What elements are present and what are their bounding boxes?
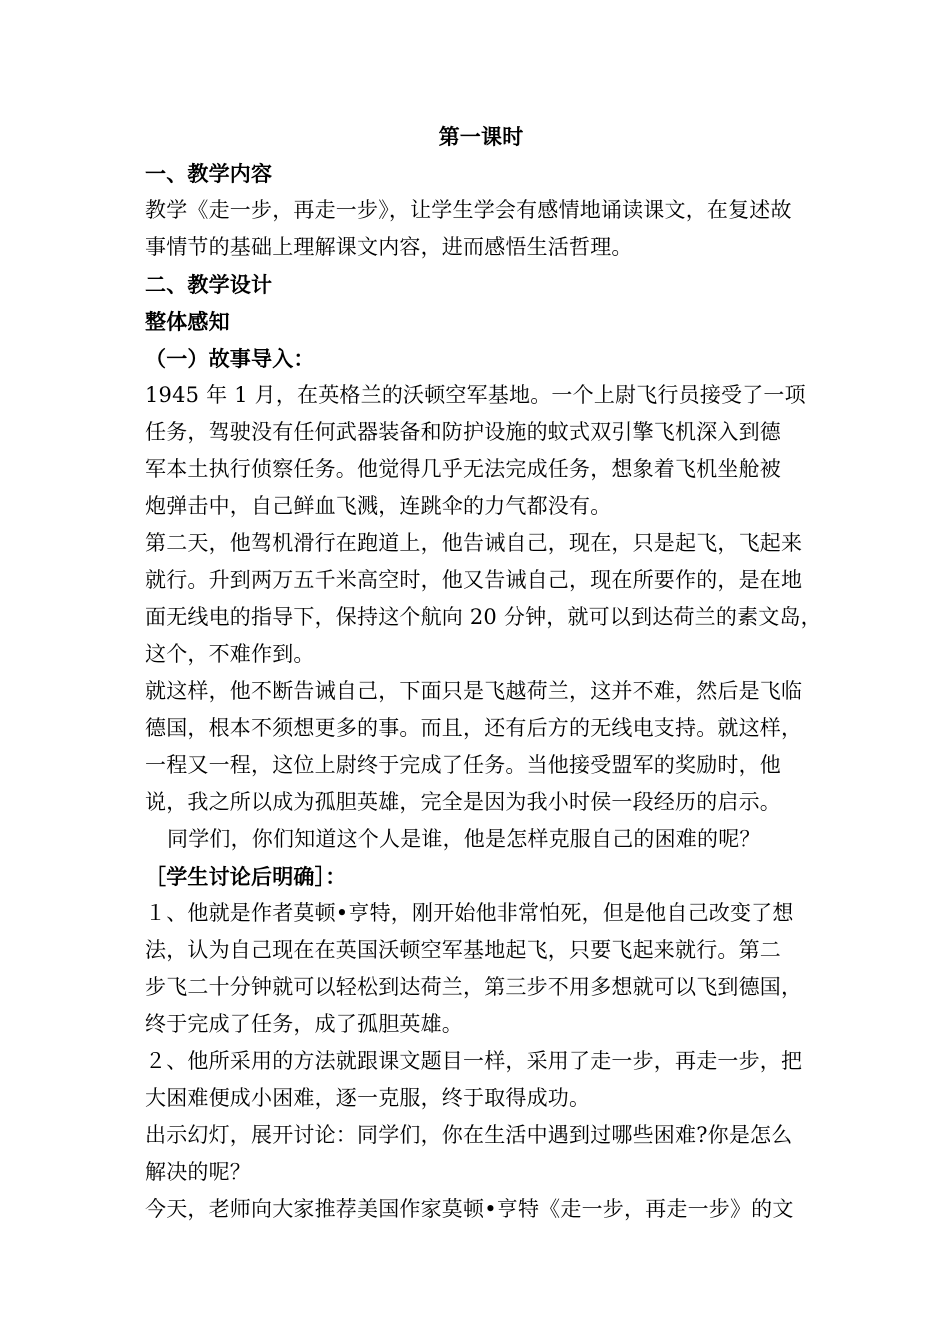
- story-line: 炮弹击中，自己鲜血飞溅，连跳伞的力气都没有。: [145, 494, 612, 518]
- answer-line: 终于完成了任务，成了孤胆英雄。: [145, 1012, 463, 1036]
- section-heading-design: 二、教学设计: [145, 272, 273, 297]
- slide-line: 出示幻灯，展开讨论：同学们，你在生活中遇到过哪些困难?你是怎么: [145, 1123, 793, 1147]
- answer-line: ２、他所采用的方法就跟课文题目一样，采用了走一步，再走一步，把: [145, 1049, 803, 1073]
- page-title: 第一课时: [438, 124, 524, 149]
- story-line: 这个，不难作到。: [145, 642, 315, 666]
- slide-line: 解决的呢？: [145, 1160, 251, 1184]
- answer-line: 步飞二十分钟就可以轻松到达荷兰，第三步不用多想就可以飞到德国，: [145, 975, 803, 999]
- story-line: 军本土执行侦察任务。他觉得几乎无法完成任务，想象着飞机坐舱被: [145, 457, 781, 481]
- story-line: 一程又一程，这位上尉终于完成了任务。当他接受盟军的奖励时，他: [145, 753, 781, 777]
- story-line: 德国，根本不须想更多的事。而且，还有后方的无线电支持。就这样，: [145, 716, 803, 740]
- story-line: 说，我之所以成为孤胆英雄，完全是因为我小时侯一段经历的启示。: [145, 790, 781, 814]
- story-line: 任务，驾驶没有任何武器装备和防护设施的蚊式双引擎飞机深入到德: [145, 420, 781, 444]
- story-line: 就这样，他不断告诫自己，下面只是飞越荷兰，这并不难，然后是飞临: [145, 679, 803, 703]
- discussion-heading: ［学生讨论后明确］：: [145, 864, 347, 889]
- answer-line: 法，认为自己现在在英国沃顿空军基地起飞，只要飞起来就行。第二: [145, 938, 781, 962]
- question-line: 同学们，你们知道这个人是谁，他是怎样克服自己的困难的呢？: [167, 827, 761, 851]
- story-line: 1945 年 1 月，在英格兰的沃顿空军基地。一个上尉飞行员接受了一项: [145, 383, 806, 407]
- final-line: 今天，老师向大家推荐美国作家莫顿•亨特《走一步，再走一步》的文: [145, 1197, 794, 1221]
- story-line: 面无线电的指导下，保持这个航向 20 分钟，就可以到达荷兰的素文岛，: [145, 605, 822, 629]
- story-line: 第二天，他驾机滑行在跑道上，他告诫自己，现在，只是起飞，飞起来: [145, 531, 803, 555]
- body-text-line: 事情节的基础上理解课文内容，进而感悟生活哲理。: [145, 235, 633, 259]
- document-page: [145, 118, 822, 1228]
- part-heading-story: （一）故事导入：: [145, 346, 315, 371]
- subheading-overall: 整体感知: [145, 309, 230, 334]
- answer-line: １、他就是作者莫顿•亨特，刚开始他非常怕死，但是他自己改变了想: [145, 901, 794, 925]
- body-text-line: 教学《走一步，再走一步》，让学生学会有感情地诵读课文，在复述故: [145, 198, 792, 222]
- answer-line: 大困难便成小困难，逐一克服，终于取得成功。: [145, 1086, 591, 1110]
- story-line: 就行。升到两万五千米高空时，他又告诫自己，现在所要作的，是在地: [145, 568, 803, 592]
- section-heading-content: 一、教学内容: [145, 161, 273, 186]
